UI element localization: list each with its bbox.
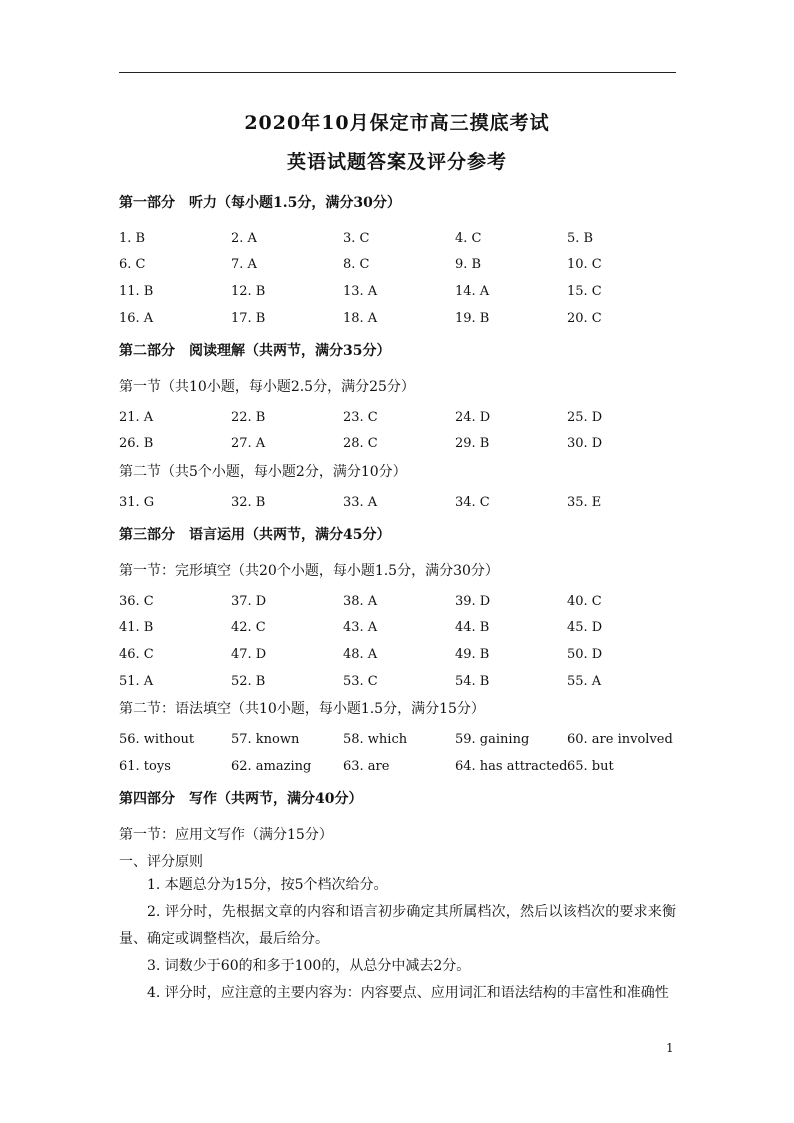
answer-item: 9. B: [455, 257, 482, 272]
answer-item: 15. C: [567, 284, 602, 299]
answer-row: [119, 647, 719, 667]
answer-item: 25. D: [567, 410, 603, 425]
part3-section1-label: 第一节：完形填空（共20个小题，每小题1.5分，满分30分）: [119, 563, 499, 579]
answer-item: 57. known: [231, 732, 300, 747]
answer-item: 13. A: [343, 284, 378, 299]
answer-row: [119, 231, 719, 251]
answer-item: 33. A: [343, 495, 378, 510]
answer-row: [119, 674, 719, 694]
answer-item: 28. C: [343, 436, 378, 451]
part4-heading: 第四部分 写作（共两节，满分40分）: [119, 791, 363, 807]
answer-item: 40. C: [567, 594, 602, 609]
answer-item: 46. C: [119, 647, 154, 662]
part2-section2-label: 第二节（共5个小题，每小题2分，满分10分）: [119, 464, 407, 480]
answer-item: 50. D: [567, 647, 603, 662]
answer-item: 45. D: [567, 620, 603, 635]
answer-row: [119, 732, 719, 752]
answer-item: 35. E: [567, 495, 602, 510]
answer-item: 3. C: [343, 231, 370, 246]
header-rule: [119, 72, 676, 73]
answer-item: 54. B: [455, 674, 490, 689]
answer-row: [119, 436, 719, 456]
answer-item: 16. A: [119, 311, 154, 326]
answer-item: 49. B: [455, 647, 490, 662]
answer-item: 64. has attracted: [455, 759, 568, 774]
answer-item: 12. B: [231, 284, 266, 299]
answer-item: 11. B: [119, 284, 154, 299]
scoring-rule: 3. 词数少于60的和多于100的，从总分中减去2分。: [147, 958, 471, 974]
answer-item: 52. B: [231, 674, 266, 689]
part4-section1-label: 第一节：应用文写作（满分15分）: [119, 827, 333, 843]
answer-item: 32. B: [231, 495, 266, 510]
answer-row: [119, 410, 719, 430]
answer-item: 62. amazing: [231, 759, 312, 774]
answer-item: 34. C: [455, 495, 490, 510]
scoring-principle-label: 一、评分原则: [119, 854, 203, 870]
answer-item: 6. C: [119, 257, 146, 272]
answer-item: 21. A: [119, 410, 154, 425]
answer-row: [119, 620, 719, 640]
answer-item: 41. B: [119, 620, 154, 635]
answer-row: [119, 311, 719, 331]
answer-item: 47. D: [231, 647, 267, 662]
answer-item: 30. D: [567, 436, 603, 451]
page-number: 1: [666, 1041, 674, 1055]
answer-item: 7. A: [231, 257, 257, 272]
part3-section2-label: 第二节：语法填空（共10小题，每小题1.5分，满分15分）: [119, 701, 485, 717]
answer-row: [119, 594, 719, 614]
answer-item: 36. C: [119, 594, 154, 609]
answer-item: 39. D: [455, 594, 491, 609]
answer-item: 18. A: [343, 311, 378, 326]
answer-item: 53. C: [343, 674, 378, 689]
answer-row: [119, 495, 719, 515]
answer-item: 37. D: [231, 594, 267, 609]
answer-row: [119, 759, 719, 779]
answer-item: 4. C: [455, 231, 482, 246]
part3-heading: 第三部分 语言运用（共两节，满分45分）: [119, 527, 391, 543]
answer-row: [119, 257, 719, 277]
answer-item: 19. B: [455, 311, 490, 326]
part1-heading: 第一部分 听力（每小题1.5分，满分30分）: [119, 195, 401, 211]
document-subtitle: 英语试题答案及评分参考: [286, 151, 507, 173]
answer-item: 14. A: [455, 284, 490, 299]
answer-item: 48. A: [343, 647, 378, 662]
answer-item: 43. A: [343, 620, 378, 635]
part2-section1-label: 第一节（共10小题，每小题2.5分，满分25分）: [119, 379, 415, 395]
answer-row: [119, 284, 719, 304]
document-title: 2020年10月保定市高三摸底考试: [244, 112, 550, 134]
answer-item: 22. B: [231, 410, 266, 425]
scoring-rule: 1. 本题总分为15分，按5个档次给分。: [147, 877, 388, 893]
answer-item: 24. D: [455, 410, 491, 425]
answer-item: 26. B: [119, 436, 154, 451]
scoring-rule: 2. 评分时，先根据文章的内容和语言初步确定其所属档次，然后以该档次的要求来衡量、确定或调整档次，最后给分。: [119, 904, 676, 947]
answer-item: 59. gaining: [455, 732, 530, 747]
answer-item: 20. C: [567, 311, 602, 326]
answer-item: 2. A: [231, 231, 257, 246]
answer-item: 55. A: [567, 674, 602, 689]
answer-item: 44. B: [455, 620, 490, 635]
answer-item: 27. A: [231, 436, 266, 451]
answer-item: 17. B: [231, 311, 266, 326]
answer-item: 1. B: [119, 231, 146, 246]
answer-item: 31. G: [119, 495, 155, 510]
answer-item: 60. are involved: [567, 732, 673, 747]
answer-item: 5. B: [567, 231, 594, 246]
answer-item: 58. which: [343, 732, 408, 747]
answer-item: 65. but: [567, 759, 614, 774]
answer-item: 51. A: [119, 674, 154, 689]
answer-item: 23. C: [343, 410, 378, 425]
answer-item: 38. A: [343, 594, 378, 609]
answer-item: 61. toys: [119, 759, 171, 774]
answer-item: 56. without: [119, 732, 195, 747]
scoring-rule: 4. 评分时，应注意的主要内容为：内容要点、应用词汇和语法结构的丰富性和准确性: [147, 985, 669, 1001]
answer-item: 10. C: [567, 257, 602, 272]
part2-heading: 第二部分 阅读理解（共两节，满分35分）: [119, 343, 391, 359]
answer-item: 42. C: [231, 620, 266, 635]
answer-item: 63. are: [343, 759, 390, 774]
answer-item: 8. C: [343, 257, 370, 272]
answer-item: 29. B: [455, 436, 490, 451]
